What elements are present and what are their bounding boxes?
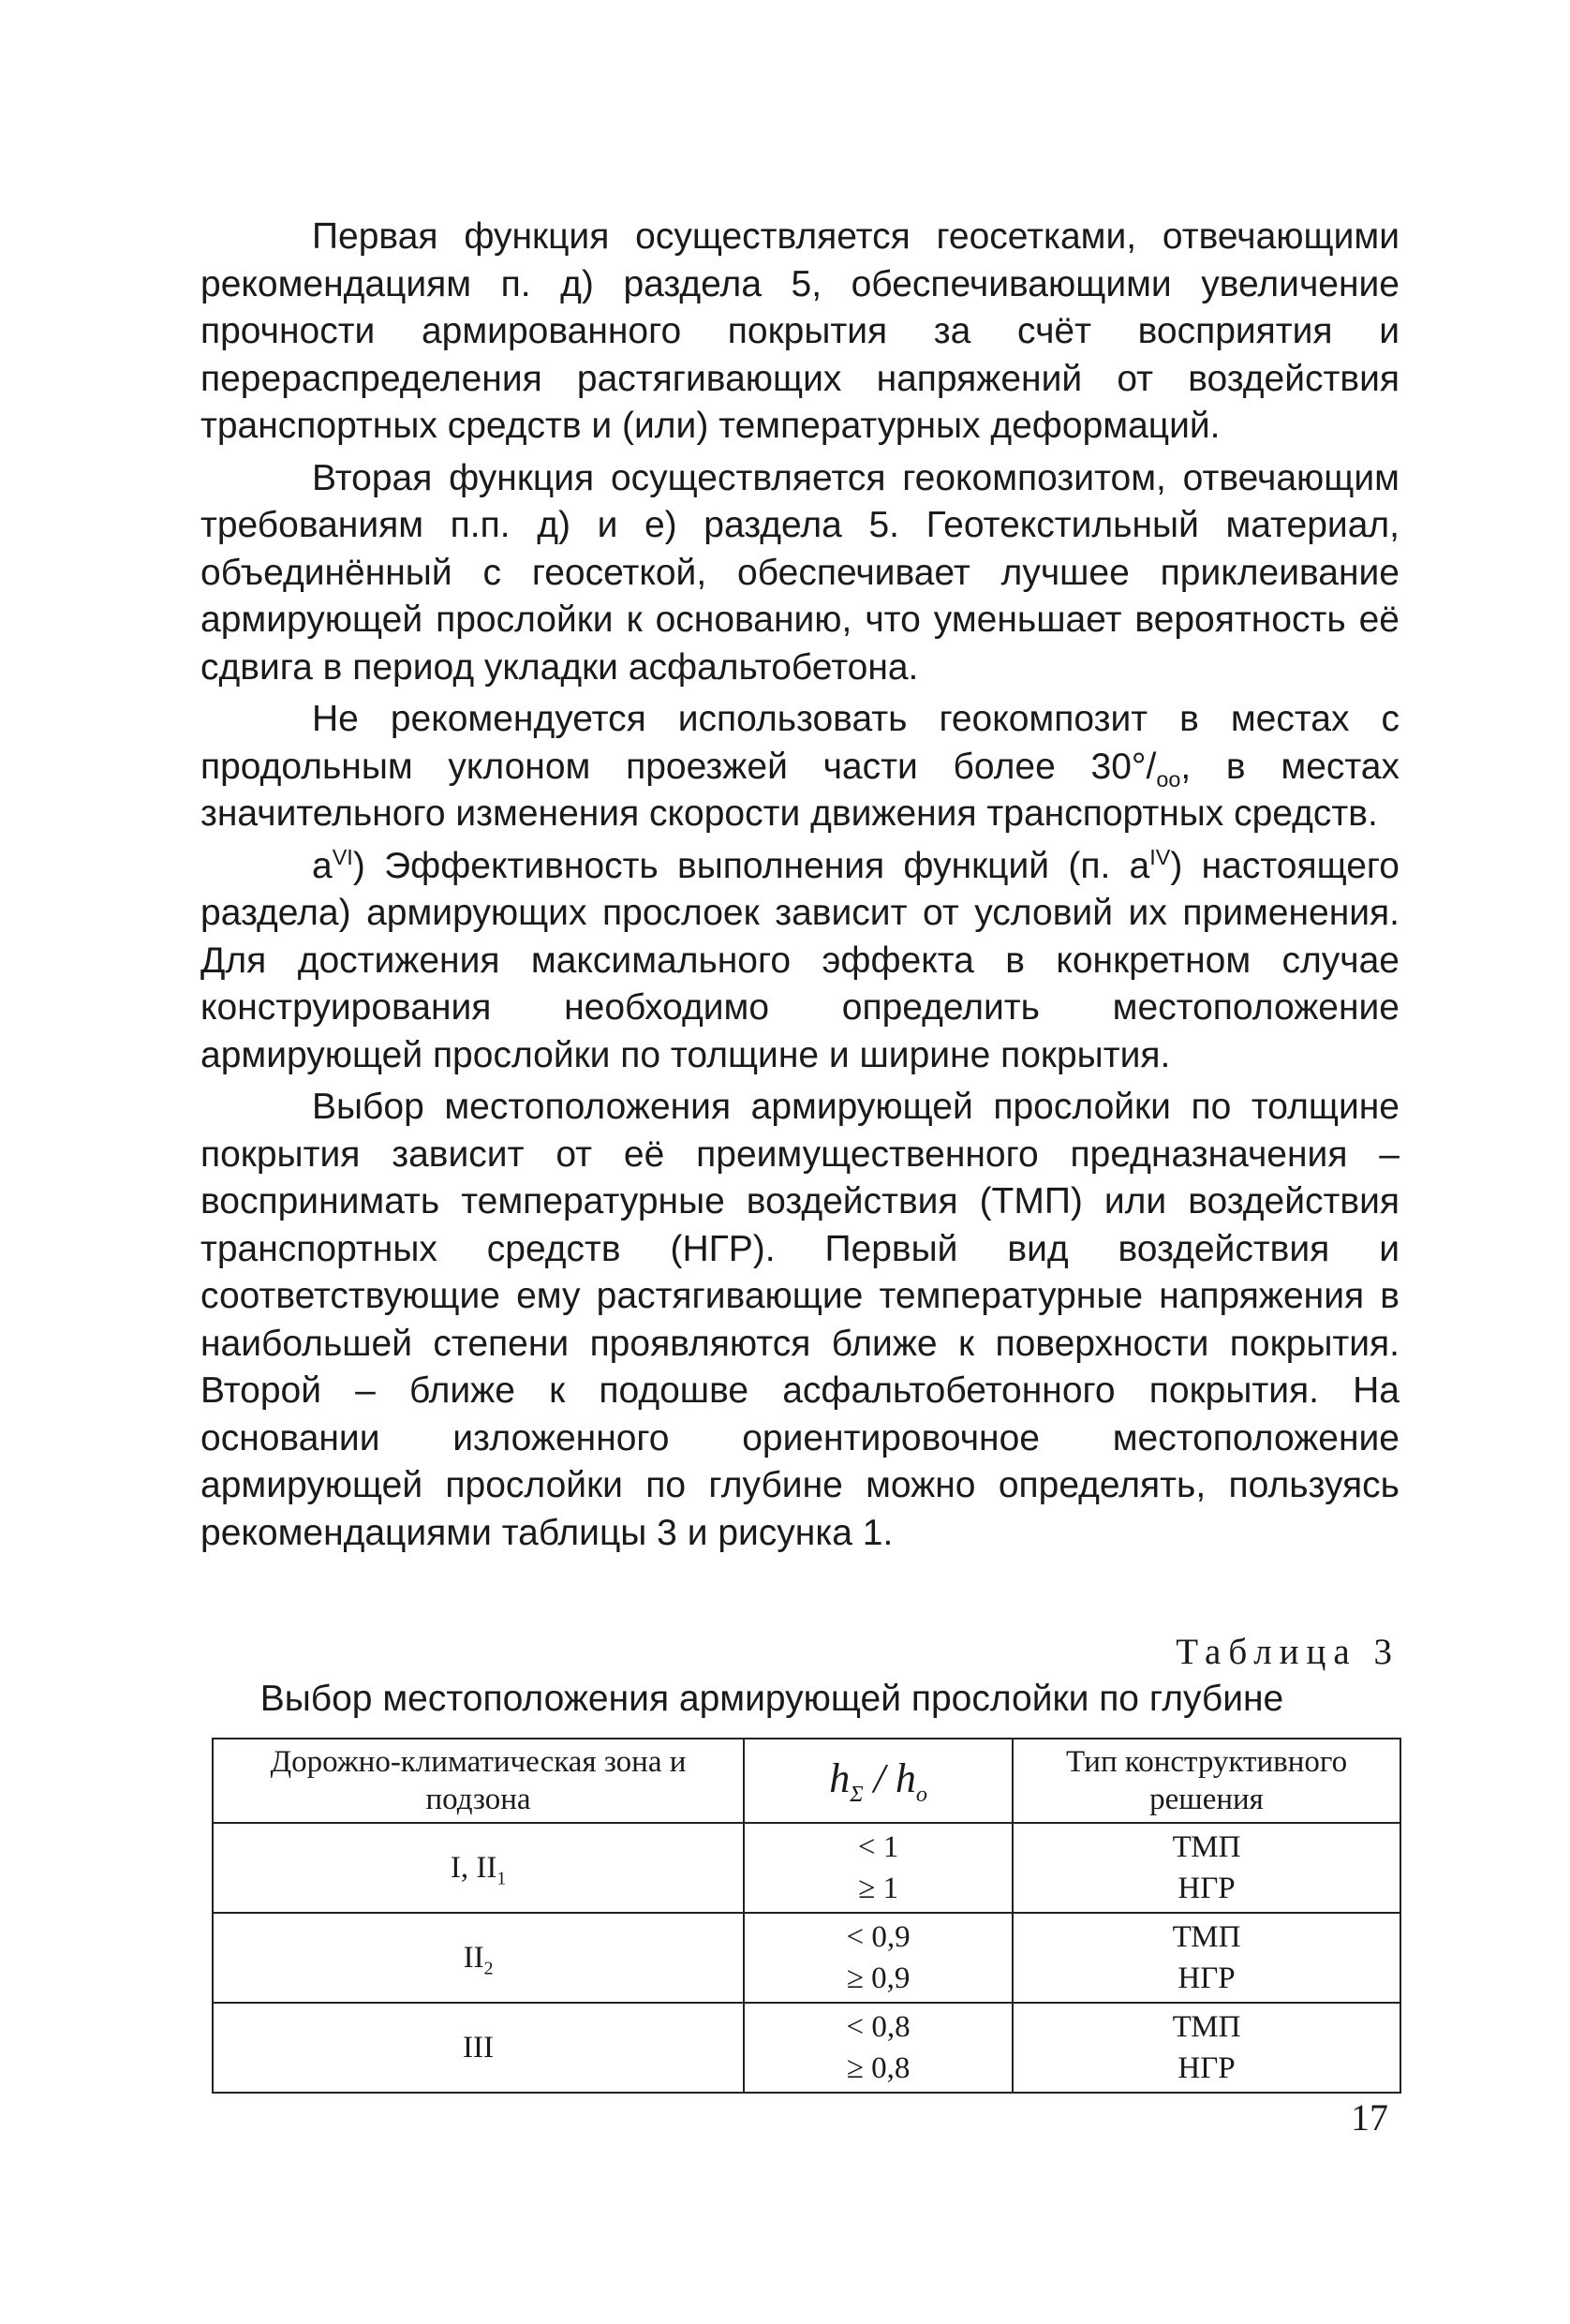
placement-table — [212, 1738, 1401, 2094]
table-caption: Выбор местоположения армирующей прослойки по глубине — [259, 1679, 1284, 1719]
paragraph: Не рекомендуется использовать геокомпозит в местах с продольным уклоном проезжей части более $30^\circ/_{oo}$, в местах значительного изменения скорости движения транспортных средств. — [200, 699, 1400, 834]
table-number: Таблица 3 — [1176, 1632, 1400, 1672]
cell-ratio: < 1 ≥ 1 — [744, 1823, 1013, 1913]
ratio-formula: $h_\Sigma / h_o$ — [829, 1755, 927, 1807]
paragraph: $а^{VI}$) Эффективность выполнения функций (п. $а^{IV}$) настоящего раздела) армирующих прослоек зависит от условий их применения. Для достижения максимального эффекта в конкретном случае конструирования необходимо определить местоположение армирующей прослойки по толщине и ширине покрытия. — [200, 844, 1400, 1075]
header-zone: Дорожно-климатическая зона и подзона — [213, 1739, 744, 1823]
header-type: Тип конструктивного решения — [1013, 1739, 1400, 1823]
paragraph: Выбор местоположения армирующей прослойки по толщине покрытия зависит от её преимущественного предназначения – воспринимать температурные воздействия (ТМП) или воздействия транспортных средств (НГР). Первый вид воздействия и соответствующие ему растягивающие температурные напряжения в наибольшей степени проявляются ближе к поверхности покрытия. Второй – ближе к подошве асфальтобетонного покрытия. На основании изложенного ориентировочное местоположение армирующей прослойки по глубине можно определять, пользуясь рекомендациями таблицы 3 и рисунка 1. — [200, 1087, 1400, 1553]
table-row — [213, 1823, 1400, 1913]
paragraph: Первая функция осуществляется геосетками, отвечающими рекомендациям п. д) раздела 5, обеспечивающими увеличение прочности армированного покрытия за счёт восприятия и перераспределения растягивающих напряжений от воздействия транспортных средств и (или) температурных деформаций. — [200, 216, 1400, 446]
cell-zone: $II_2$ — [213, 1913, 744, 2003]
cell-ratio: < 0,8 ≥ 0,8 — [744, 2003, 1013, 2093]
paragraph: Вторая функция осуществляется геокомпозитом, отвечающим требованиям п.п. д) и е) раздела 5. Геотекстильный материал, объединённый с геосеткой, обеспечивает лучшее приклеивание армирующей прослойки к основанию, что уменьшает вероятность её сдвига в период укладки асфальтобетона. — [200, 457, 1400, 688]
page-number: 17 — [1351, 2096, 1388, 2139]
header-ratio — [744, 1739, 1013, 1823]
table-header-row — [213, 1739, 1400, 1823]
cell-type: ТМП НГР — [1013, 1913, 1400, 2003]
cell-type: ТМП НГР — [1013, 1823, 1400, 1913]
document-page — [200, 214, 1400, 2094]
cell-zone: III — [213, 2003, 744, 2093]
cell-zone: I, $II_1$ — [213, 1823, 744, 1913]
cell-type: ТМП НГР — [1013, 2003, 1400, 2093]
cell-ratio: < 0,9 ≥ 0,9 — [744, 1913, 1013, 2003]
table-row — [213, 1913, 1400, 2003]
body-text — [200, 214, 1400, 1557]
table-row — [213, 2003, 1400, 2093]
